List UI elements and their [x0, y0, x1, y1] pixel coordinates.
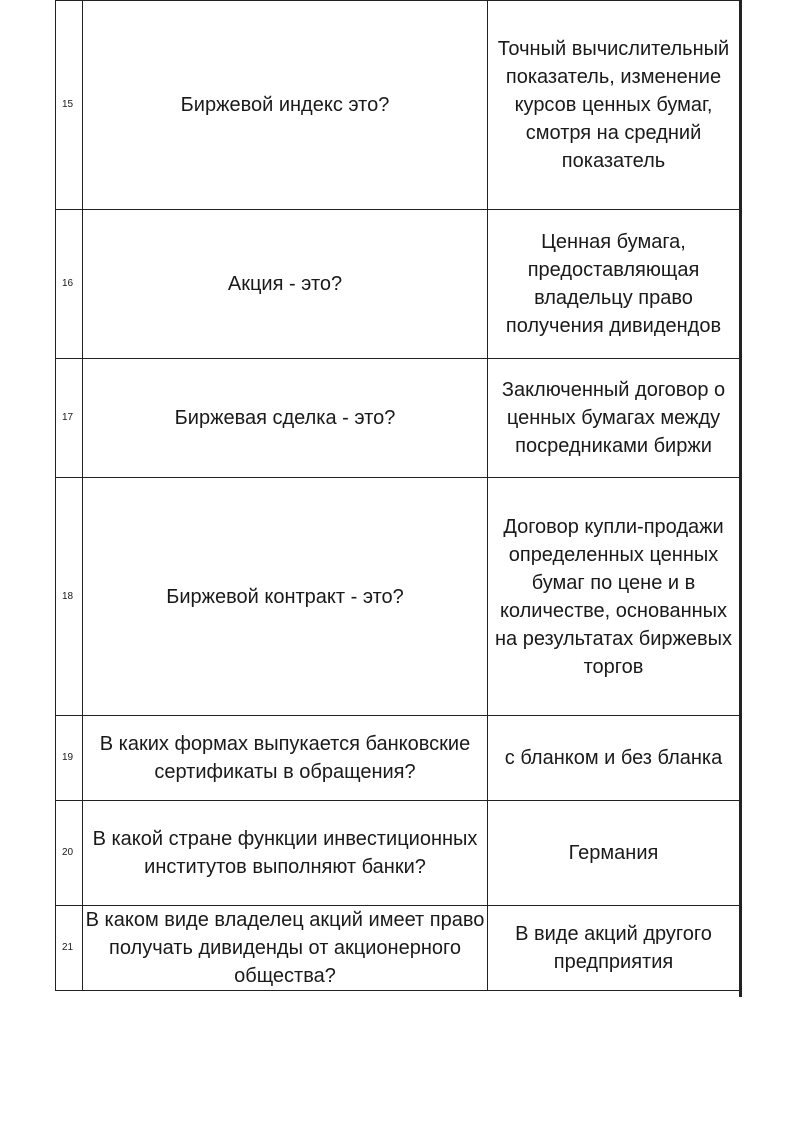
- table-row: [56, 906, 740, 991]
- question-cell: В каком виде владелец акций имеет право получать дивиденды от акционерного общества?: [83, 906, 488, 991]
- table-row: [56, 1, 740, 210]
- question-cell: Акция - это?: [83, 210, 488, 359]
- answer-cell: Договор купли-продажи определенных ценных бумаг по цене и в количестве, основанных на результатах биржевых торгов: [488, 478, 740, 716]
- qa-table: [55, 0, 740, 991]
- row-number: 15: [56, 1, 83, 210]
- table-row: [56, 478, 740, 716]
- question-cell: Биржевой индекс это?: [83, 1, 488, 210]
- row-number: 16: [56, 210, 83, 359]
- table-row: [56, 210, 740, 359]
- question-cell: Биржевой контракт - это?: [83, 478, 488, 716]
- table-row: [56, 716, 740, 801]
- question-cell: В какой стране функции инвестиционных институтов выполняют банки?: [83, 801, 488, 906]
- question-cell: В каких формах выпукается банковские сертификаты в обращения?: [83, 716, 488, 801]
- row-number: 21: [56, 906, 83, 991]
- question-cell: Биржевая сделка - это?: [83, 359, 488, 478]
- table-row: [56, 801, 740, 906]
- answer-cell: с бланком и без бланка: [488, 716, 740, 801]
- answer-cell: Ценная бумага, предоставляющая владельцу право получения дивидендов: [488, 210, 740, 359]
- row-number: 19: [56, 716, 83, 801]
- row-number: 17: [56, 359, 83, 478]
- answer-cell: Точный вычислительный показатель, изменение курсов ценных бумаг, смотря на средний показатель: [488, 1, 740, 210]
- row-number: 18: [56, 478, 83, 716]
- answer-cell: Заключенный договор о ценных бумагах между посредниками биржи: [488, 359, 740, 478]
- answer-cell: В виде акций другого предприятия: [488, 906, 740, 991]
- table-row: [56, 359, 740, 478]
- answer-cell: Германия: [488, 801, 740, 906]
- page-edge-line: [739, 0, 742, 997]
- row-number: 20: [56, 801, 83, 906]
